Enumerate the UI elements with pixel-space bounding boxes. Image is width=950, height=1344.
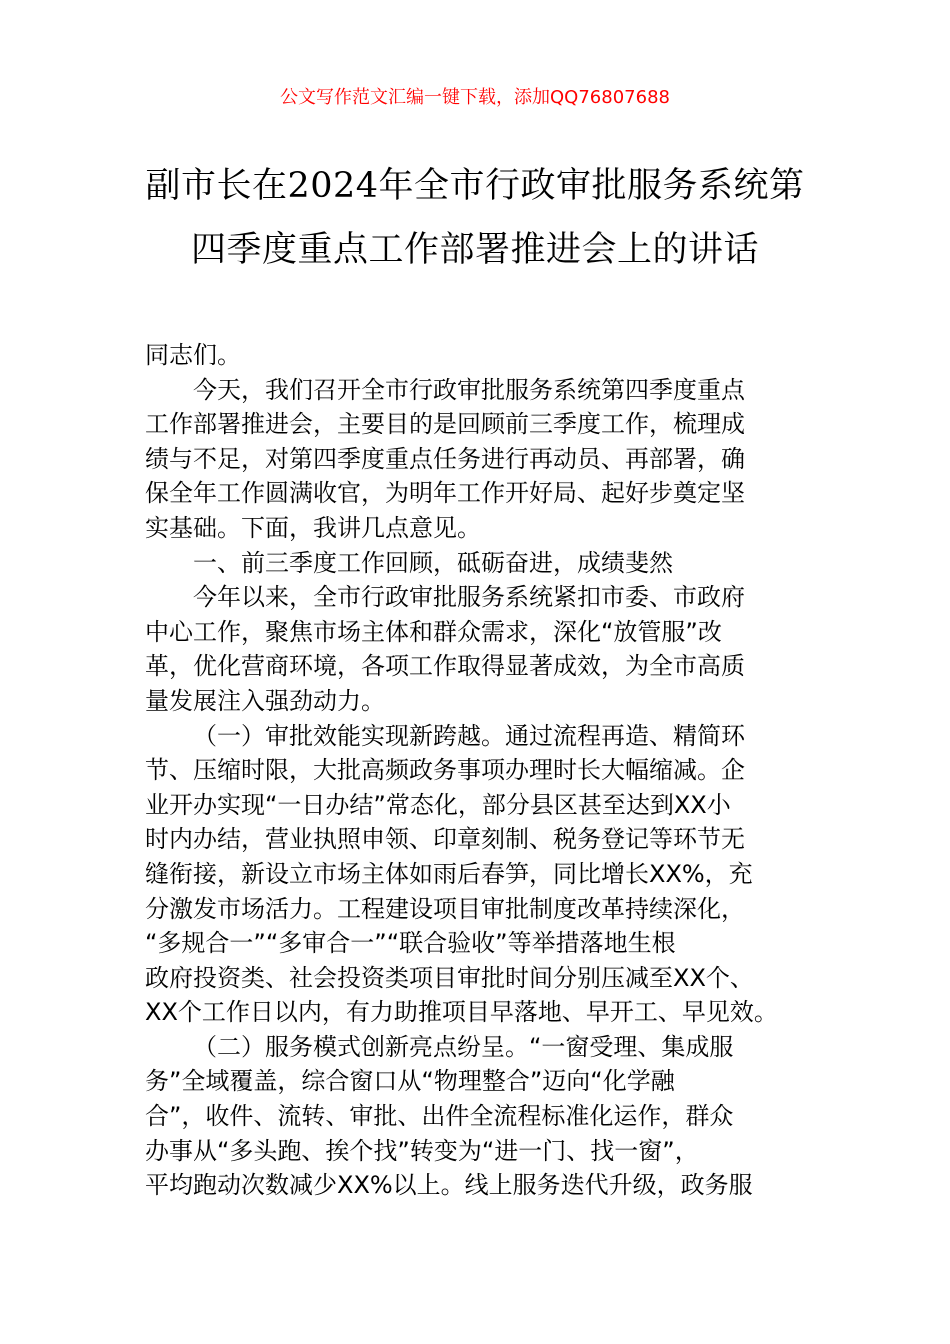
paragraph-intro	[145, 373, 815, 546]
paragraph-line: 办事从“多头跑、挨个找”转变为“进一门、找一窗”，	[145, 1136, 699, 1165]
title-line-2: 四季度重点工作部署推进会上的讲话	[190, 230, 759, 270]
paragraph-service-mode	[145, 1030, 815, 1203]
paragraph-line: 缝衔接，新设立市场主体如雨后春笋，同比增长XX%，充	[145, 859, 753, 888]
paragraph-line: 工作部署推进会，主要目的是回顾前三季度工作，梳理成	[145, 410, 745, 439]
paragraph-line: “多规合一”“多审合一”“联合验收”等举措落地生根	[145, 929, 676, 958]
document-body	[145, 338, 815, 1203]
paragraph-line: 保全年工作圆满收官，为明年工作开好局、起好步奠定坚	[145, 479, 745, 508]
section-heading-text: 一、前三季度工作回顾，砥砺奋进，成绩斐然	[193, 548, 673, 577]
paragraph-overview	[145, 580, 815, 718]
paragraph-line: XX个工作日以内，有力助推项目早落地、早开工、早见效。	[145, 998, 778, 1027]
paragraph-line: 务”全域覆盖，综合窗口从“物理整合”迈向“化学融	[145, 1067, 675, 1096]
paragraph-line: 合”，收件、流转、审批、出件全流程标准化运作，群众	[145, 1102, 734, 1131]
paragraph-line: （一）审批效能实现新跨越。通过流程再造、精简环	[193, 721, 745, 750]
salutation: 同志们。	[145, 341, 241, 369]
section-heading	[145, 546, 815, 581]
paragraph-line: 分激发市场活力。工程建设项目审批制度改革持续深化，	[145, 894, 745, 923]
paragraph-line: 实基础。下面，我讲几点意见。	[145, 513, 481, 542]
paragraph-line: 平均跑动次数减少XX%以上。线上服务迭代升级，政务服	[145, 1171, 753, 1200]
paragraph-line: 绩与不足，对第四季度重点任务进行再动员、再部署，确	[145, 444, 745, 473]
paragraph-line: 革，优化营商环境，各项工作取得显著成效，为全市高质	[145, 652, 745, 681]
paragraph-line: 今天，我们召开全市行政审批服务系统第四季度重点	[193, 375, 745, 404]
download-notice: 公文写作范文汇编一键下载，添加QQ76807688	[280, 87, 670, 108]
paragraph-efficiency	[145, 719, 815, 1030]
paragraph-line: 中心工作，聚焦市场主体和群众需求，深化“放管服”改	[145, 617, 722, 646]
document-title	[100, 154, 850, 282]
paragraph-line: 时内办结，营业执照申领、印章刻制、税务登记等环节无	[145, 825, 745, 854]
paragraph-line: 政府投资类、社会投资类项目审批时间分别压减至XX个、	[145, 963, 754, 992]
paragraph-line: （二）服务模式创新亮点纷呈。“一窗受理、集成服	[193, 1032, 734, 1061]
title-line-1: 副市长在2024年全市行政审批服务系统第	[145, 166, 805, 206]
paragraph-line: 今年以来，全市行政审批服务系统紧扣市委、市政府	[193, 583, 745, 612]
paragraph-line: 节、压缩时限，大批高频政务事项办理时长大幅缩减。企	[145, 756, 745, 785]
paragraph-line: 量发展注入强劲动力。	[145, 686, 385, 715]
paragraph-line: 业开办实现“一日办结”常态化，部分县区甚至达到XX小	[145, 790, 731, 819]
